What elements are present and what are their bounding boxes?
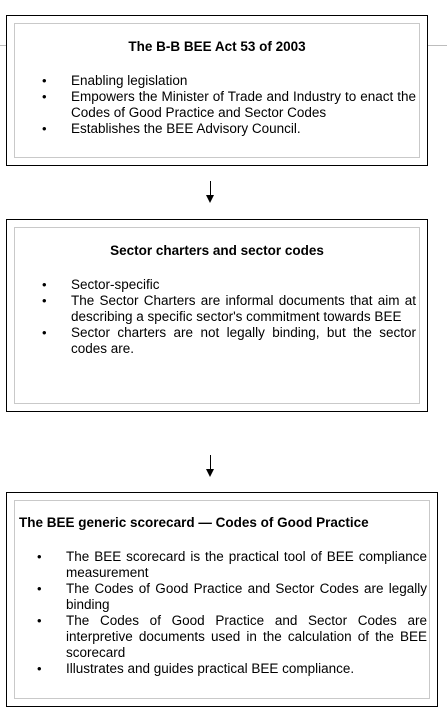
arrow-down-icon [210, 455, 211, 475]
scorecard-box-bullets [37, 549, 427, 677]
arrow-down-icon [210, 181, 211, 201]
list-item: • Sector-specific [42, 277, 416, 293]
list-item: • Sector charters are not legally binding, but the sector codes are. [42, 325, 416, 357]
act-box [6, 15, 428, 166]
list-item: • Enabling legislation [42, 73, 416, 89]
act-box-bullets [42, 73, 416, 137]
scorecard-box [6, 492, 438, 707]
scorecard-box-title: The BEE generic scorecard — Codes of Good Practice [19, 515, 369, 530]
list-item: • Illustrates and guides practical BEE compliance. [37, 661, 427, 677]
sector-box-bullets [42, 277, 416, 357]
list-item: • The Codes of Good Practice and Sector Codes are legally binding [37, 581, 427, 613]
act-box-title: The B-B BEE Act 53 of 2003 [128, 39, 306, 54]
list-item: • The Sector Charters are informal documents that aim at describing a specific sector's commitment towards BEE [42, 293, 416, 325]
list-item: • Establishes the BEE Advisory Council. [42, 121, 416, 137]
list-item: • Empowers the Minister of Trade and Industry to enact the Codes of Good Practice and Sector Codes [42, 89, 416, 121]
sector-box [6, 219, 428, 412]
list-item: • The Codes of Good Practice and Sector Codes are interpretive documents used in the calculation of the BEE scorecard [37, 613, 427, 661]
sector-box-title: Sector charters and sector codes [110, 243, 324, 258]
list-item: • The BEE scorecard is the practical tool of BEE compliance measurement [37, 549, 427, 581]
